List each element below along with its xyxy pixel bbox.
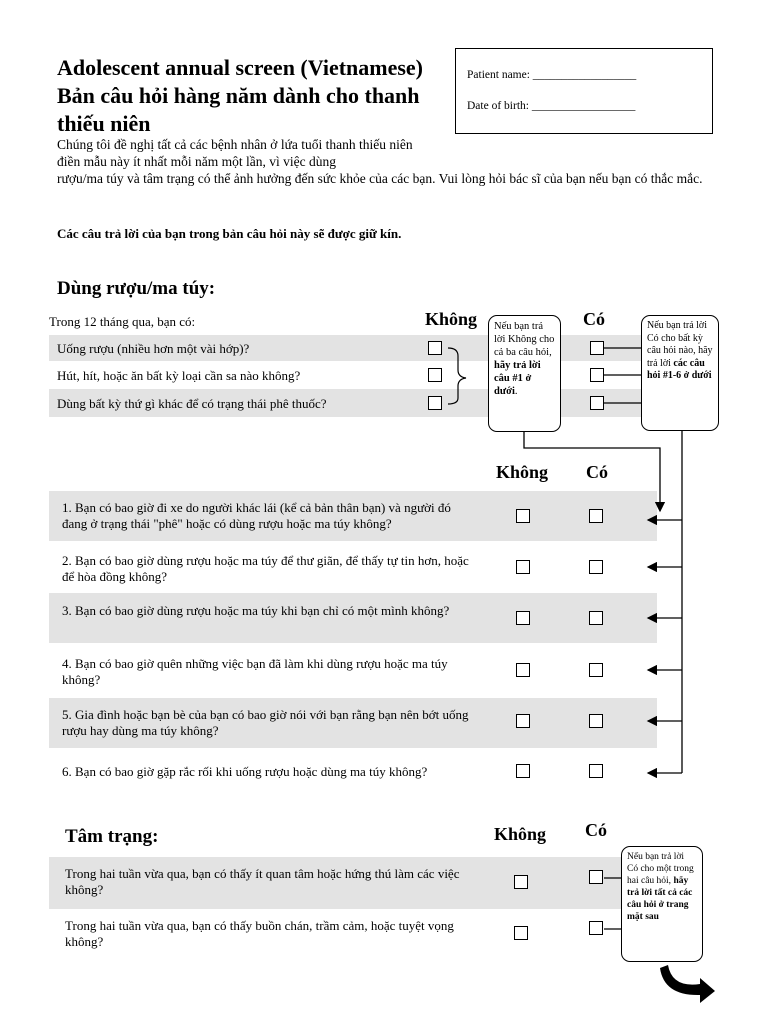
question-3: 3. Bạn có bao giờ dùng rượu hoặc ma túy khi bạn chỉ có một mình không? (62, 603, 450, 618)
substance-heading: Dùng rượu/ma túy: (57, 278, 216, 299)
screen-question-3: Dùng bất kỳ thứ gì khác để có trạng thái phê thuốc? (57, 396, 327, 411)
intro-line-1: Chúng tôi đề nghị tất cả các bệnh nhân ở lứa tuổi thanh thiếu niên điền mẫu này ít nhất mỗi năm một lần, vì việc dùng (57, 137, 413, 169)
yes-column-header-2: Có (586, 462, 608, 482)
title-vietnamese: Bản câu hỏi hàng năm dành cho thanh thiếu niên (57, 83, 420, 136)
mood-no-column-header: Không (494, 824, 547, 844)
question-4: 4. Bạn có bao giờ quên những việc bạn đã làm khi dùng rượu hoặc ma túy không? (62, 656, 448, 687)
mood-yes-column-header: Có (585, 820, 607, 840)
turn-page-arrow-icon (660, 965, 715, 1003)
mood-instruction-note: Nếu bạn trả lời Có cho một trong hai câu hỏi, hãy trả lời tất cả các câu hỏi ở trang mặt sau (621, 846, 703, 962)
title-english: Adolescent annual screen (Vietnamese) (57, 55, 424, 80)
no-column-header: Không (425, 309, 478, 329)
yes-column-header: Có (583, 309, 605, 329)
screen-question-2: Hút, hít, hoặc ăn bất kỳ loại cần sa nào không? (57, 368, 301, 383)
question-1: 1. Bạn có bao giờ đi xe do người khác lái (kể cả bản thân bạn) và người đó đang ở trạng thái "phê" hoặc có dùng rượu hoặc ma túy không? (62, 500, 451, 531)
mood-heading: Tâm trạng: (65, 826, 159, 847)
no-instruction-note: Nếu bạn trả lời Không cho cả ba câu hỏi, hãy trả lời câu #1 ở dưới. (488, 315, 561, 432)
question-5: 5. Gia đình hoặc bạn bè của bạn có bao giờ nói với bạn rằng bạn nên bớt uống rượu hay dùng ma túy không? (62, 707, 469, 738)
screen-question-1: Uống rượu (nhiều hơn một vài hớp)? (57, 341, 250, 356)
question-2: 2. Bạn có bao giờ dùng rượu hoặc ma túy để thư giãn, để thấy tự tin hơn, hoặc để hòa đồng không? (62, 553, 469, 584)
yes-instruction-note: Nếu bạn trả lời Có cho bất kỳ câu hỏi nào, hãy trả lời các câu hỏi #1-6 ở dưới (641, 315, 719, 431)
substance-lead: Trong 12 tháng qua, bạn có: (49, 314, 196, 329)
mood-question-1: Trong hai tuần vừa qua, bạn có thấy ít quan tâm hoặc hứng thú làm các việc không? (65, 866, 460, 897)
date-of-birth-field[interactable]: Date of birth: __________________ (467, 100, 636, 112)
question-6: 6. Bạn có bao giờ gặp rắc rối khi uống rượu hoặc dùng ma túy không? (62, 764, 428, 779)
mood-question-2: Trong hai tuần vừa qua, bạn có thấy buồn chán, trầm cảm, hoặc tuyệt vọng không? (65, 918, 454, 949)
no-column-header-2: Không (496, 462, 549, 482)
intro-line-2: rượu/ma túy và tâm trạng có thể ảnh hưởng đến sức khỏe của các bạn. Vui lòng hỏi bác sĩ của bạn nếu bạn có thắc mắc. (57, 171, 703, 186)
patient-name-field[interactable]: Patient name: __________________ (467, 69, 637, 81)
confidentiality-note: Các câu trả lời của bạn trong bản câu hỏi này sẽ được giữ kín. (57, 226, 402, 241)
